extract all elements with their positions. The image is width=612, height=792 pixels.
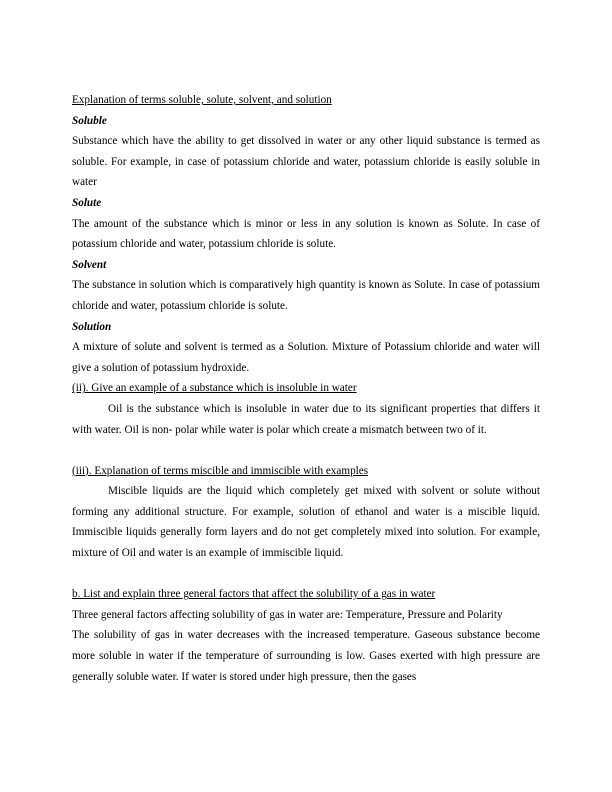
document-body bbox=[72, 90, 540, 687]
solvent-heading: Solvent bbox=[72, 258, 107, 271]
section-title: Explanation of terms soluble, solute, solvent, and solution bbox=[72, 94, 332, 106]
question-b-intro: Three general factors affecting solubility of gas in water are: Temperature, Pressure and Polarity bbox=[72, 608, 503, 621]
question-ii-answer: Oil is the substance which is insoluble in water due to its significant properties that differs it with water. Oil is non- polar while water is polar which create a mismatch between two of it. bbox=[72, 402, 540, 436]
question-iii-answer: Miscible liquids are the liquid which completely get mixed with solvent or solute without forming any additional structure. For example, solution of ethanol and water is a miscible liquid. Immiscible liquids generally form layers and do not get completely mixed into solution. For example, mixture of Oil and water is an example of immiscible liquid. bbox=[72, 485, 540, 560]
question-b-heading: b. List and explain three general factors that affect the solubility of a gas in water bbox=[72, 588, 436, 601]
question-ii-heading: (ii). Give an example of a substance which is insoluble in water bbox=[72, 382, 357, 395]
paragraph-gap bbox=[72, 564, 540, 585]
question-iii-heading: (iii). Explanation of terms miscible and immiscible with examples bbox=[72, 464, 369, 477]
solution-text: A mixture of solute and solvent is termed as a Solution. Mixture of Potassium chloride and water will give a solution of potassium hydroxide. bbox=[72, 341, 540, 374]
solvent-text: The substance in solution which is comparatively high quantity is known as Solute. In case of potassium chloride and water, potassium chloride is solute. bbox=[72, 279, 540, 312]
soluble-text: Substance which have the ability to get dissolved in water or any other liquid substance is termed as soluble. For example, in case of potassium chloride and water, potassium chloride is easily soluble in water bbox=[72, 135, 540, 189]
question-b-answer: The solubility of gas in water decreases with the increased temperature. Gaseous substance become more soluble in water if the temperature of surrounding is low. Gases exerted with high pressure are generally soluble water. If water is stored under high pressure, then the gases bbox=[72, 629, 540, 683]
solute-heading: Solute bbox=[72, 196, 102, 209]
solution-heading: Solution bbox=[72, 320, 112, 333]
solute-text: The amount of the substance which is minor or less in any solution is known as Solute. In case of potassium chloride and water, potassium chloride is solute. bbox=[72, 217, 540, 251]
soluble-heading: Soluble bbox=[72, 114, 107, 127]
paragraph-gap bbox=[72, 440, 540, 461]
